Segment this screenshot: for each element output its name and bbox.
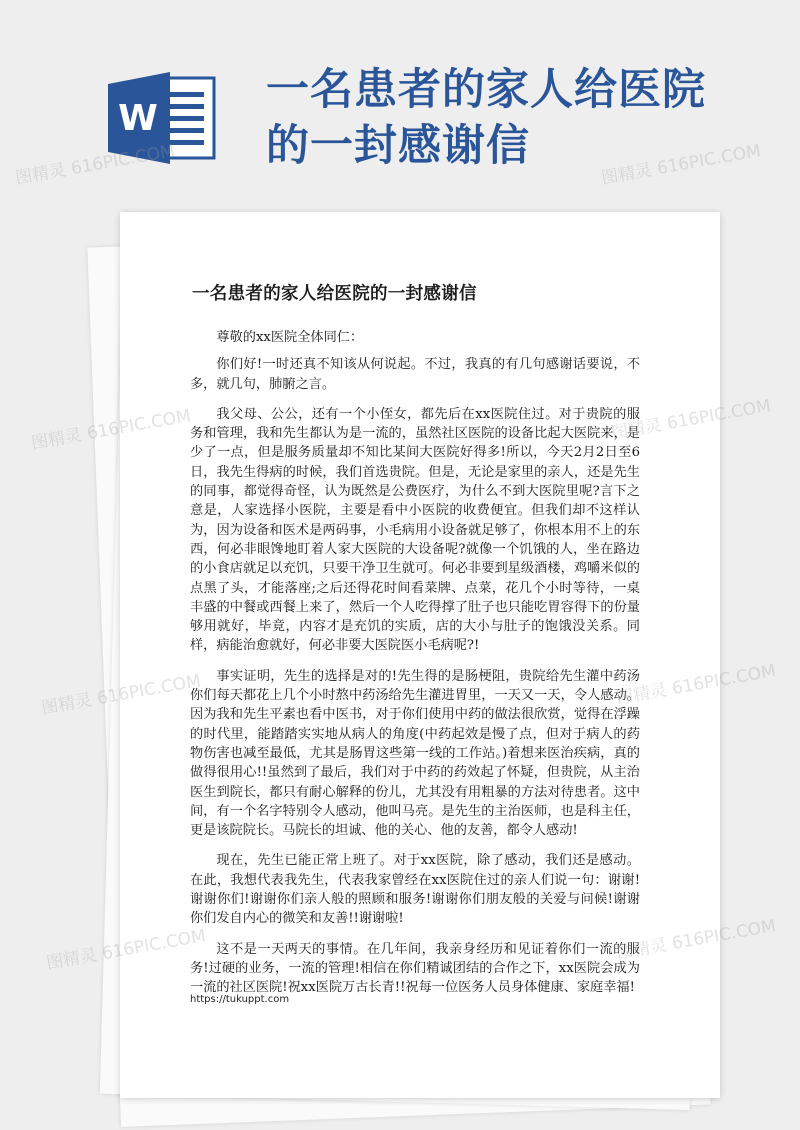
word-document-icon xyxy=(108,72,220,164)
watermark: 图精灵 616PIC.COM xyxy=(39,671,203,719)
watermark: 图精灵 616PIC.COM xyxy=(44,926,208,974)
watermark: 图精灵 616PIC.COM xyxy=(29,406,193,454)
watermark: 图精灵 616PIC.COM xyxy=(614,661,778,709)
document-title: 一名患者的家人给医院的一封感谢信 xyxy=(192,284,477,304)
header-title: 一名患者的家人给医院的一封感谢信 xyxy=(266,65,706,171)
svg-text:W: W xyxy=(118,98,158,139)
paragraph: 现在，先生已能正常上班了。对于xx医院，除了感动，我们还是感动。在此，我想代表我先生，代表我家曾经在xx医院住过的亲人们说一句：谢谢!谢谢你们!谢谢你们亲人般的照顾和服务!谢谢你们朋友般的关爱与问候!谢谢你们发自内心的微笑和友善!!谢谢啦! xyxy=(190,853,640,927)
watermark: 图精灵 616PIC.COM xyxy=(609,396,773,444)
header xyxy=(0,0,800,200)
source-url: https://tukuppt.com xyxy=(190,994,290,1005)
paragraph: 这不是一天两天的事情。在几年间，我亲身经历和见证着你们一流的服务!过硬的业务，一流的管理!相信在你们精诚团结的合作之下，xx医院会成为一流的社区医院!祝xx医院万古长青!!祝每一位医务人员身体健康、家庭幸福! xyxy=(190,941,640,996)
paragraph: 事实证明，先生的选择是对的!先生得的是肠梗阻，贵院给先生灌中药汤你们每天都花上几个小时熬中药汤给先生灌进胃里，一天又一天，令人感动。因为我和先生平素也看中医书，对于你们使用中药的做法很欣赏，觉得在浮躁的时代里，能踏踏实实地从病人的角度(中药起效是慢了点，但对于病人的药物伤害也减至最低，尤其是肠胃这些第一线的工作站。)着想来医治疾病，真的做得很用心!!虽然到了最后，我们对于中药的药效起了怀疑，但贵院，从主治医生到院长，都只有耐心解释的份儿，尤其没有用粗暴的方法对待患者。这中间，有一个名字特别令人感动，他叫马亮。是先生的主治医师，也是科主任，更是该院院长。马院长的坦诚、他的关心、他的友善，都令人感动! xyxy=(190,668,640,839)
watermark: 图精灵 616PIC.COM xyxy=(599,141,763,189)
paragraph: 你们好!一时还真不知该从何说起。不过，我真的有几句感谢话要说，不多，就几句，肺腑之言。 xyxy=(190,357,640,392)
salutation: 尊敬的xx医院全体同仁： xyxy=(216,330,364,345)
watermark: 图精灵 616PIC.COM xyxy=(614,916,778,964)
paragraph: 我父母、公公，还有一个小侄女，都先后在xx医院住过。对于贵院的服务和管理，我和先生都认为是一流的，虽然社区医院的设备比起大医院来，是少了一点，但是服务质量却不知比某间大医院好得多!所以，今天2月2日至6日，我先生得病的时候，我们首选贵院。但是，无论是家里的亲人，还是先生的同事，都觉得奇怪，认为既然是公费医疗，为什么不到大医院里呢?言下之意是，人家选择小医院，主要是看中小医院的收费便宜。但我们却不这样认为，因为设备和医术是两码事，小毛病用小设备就足够了，你根本用不上的东西，何必非眼馋地盯着人家大医院的大设备呢?就像一个饥饿的人，坐在路边的小食店就足以充饥，只要干净卫生就可。何必非要到星级酒楼，鸡嚼米似的点黑了头，才能落座;之后还得花时间看菜牌、点菜，花几个小时等待，一桌丰盛的中餐或西餐上来了，然后一个人吃得撑了肚子也只能吃胃容得下的份量够用就好，毕竟，内容才是充饥的实质，店的大小与肚子的饱饿没关系。同样，病能治愈就好，何必非要大医院医小毛病呢?! xyxy=(190,406,640,654)
document-body xyxy=(190,328,640,1009)
document-page xyxy=(120,212,720,1098)
watermark: 图精灵 616PIC.COM xyxy=(13,141,177,189)
